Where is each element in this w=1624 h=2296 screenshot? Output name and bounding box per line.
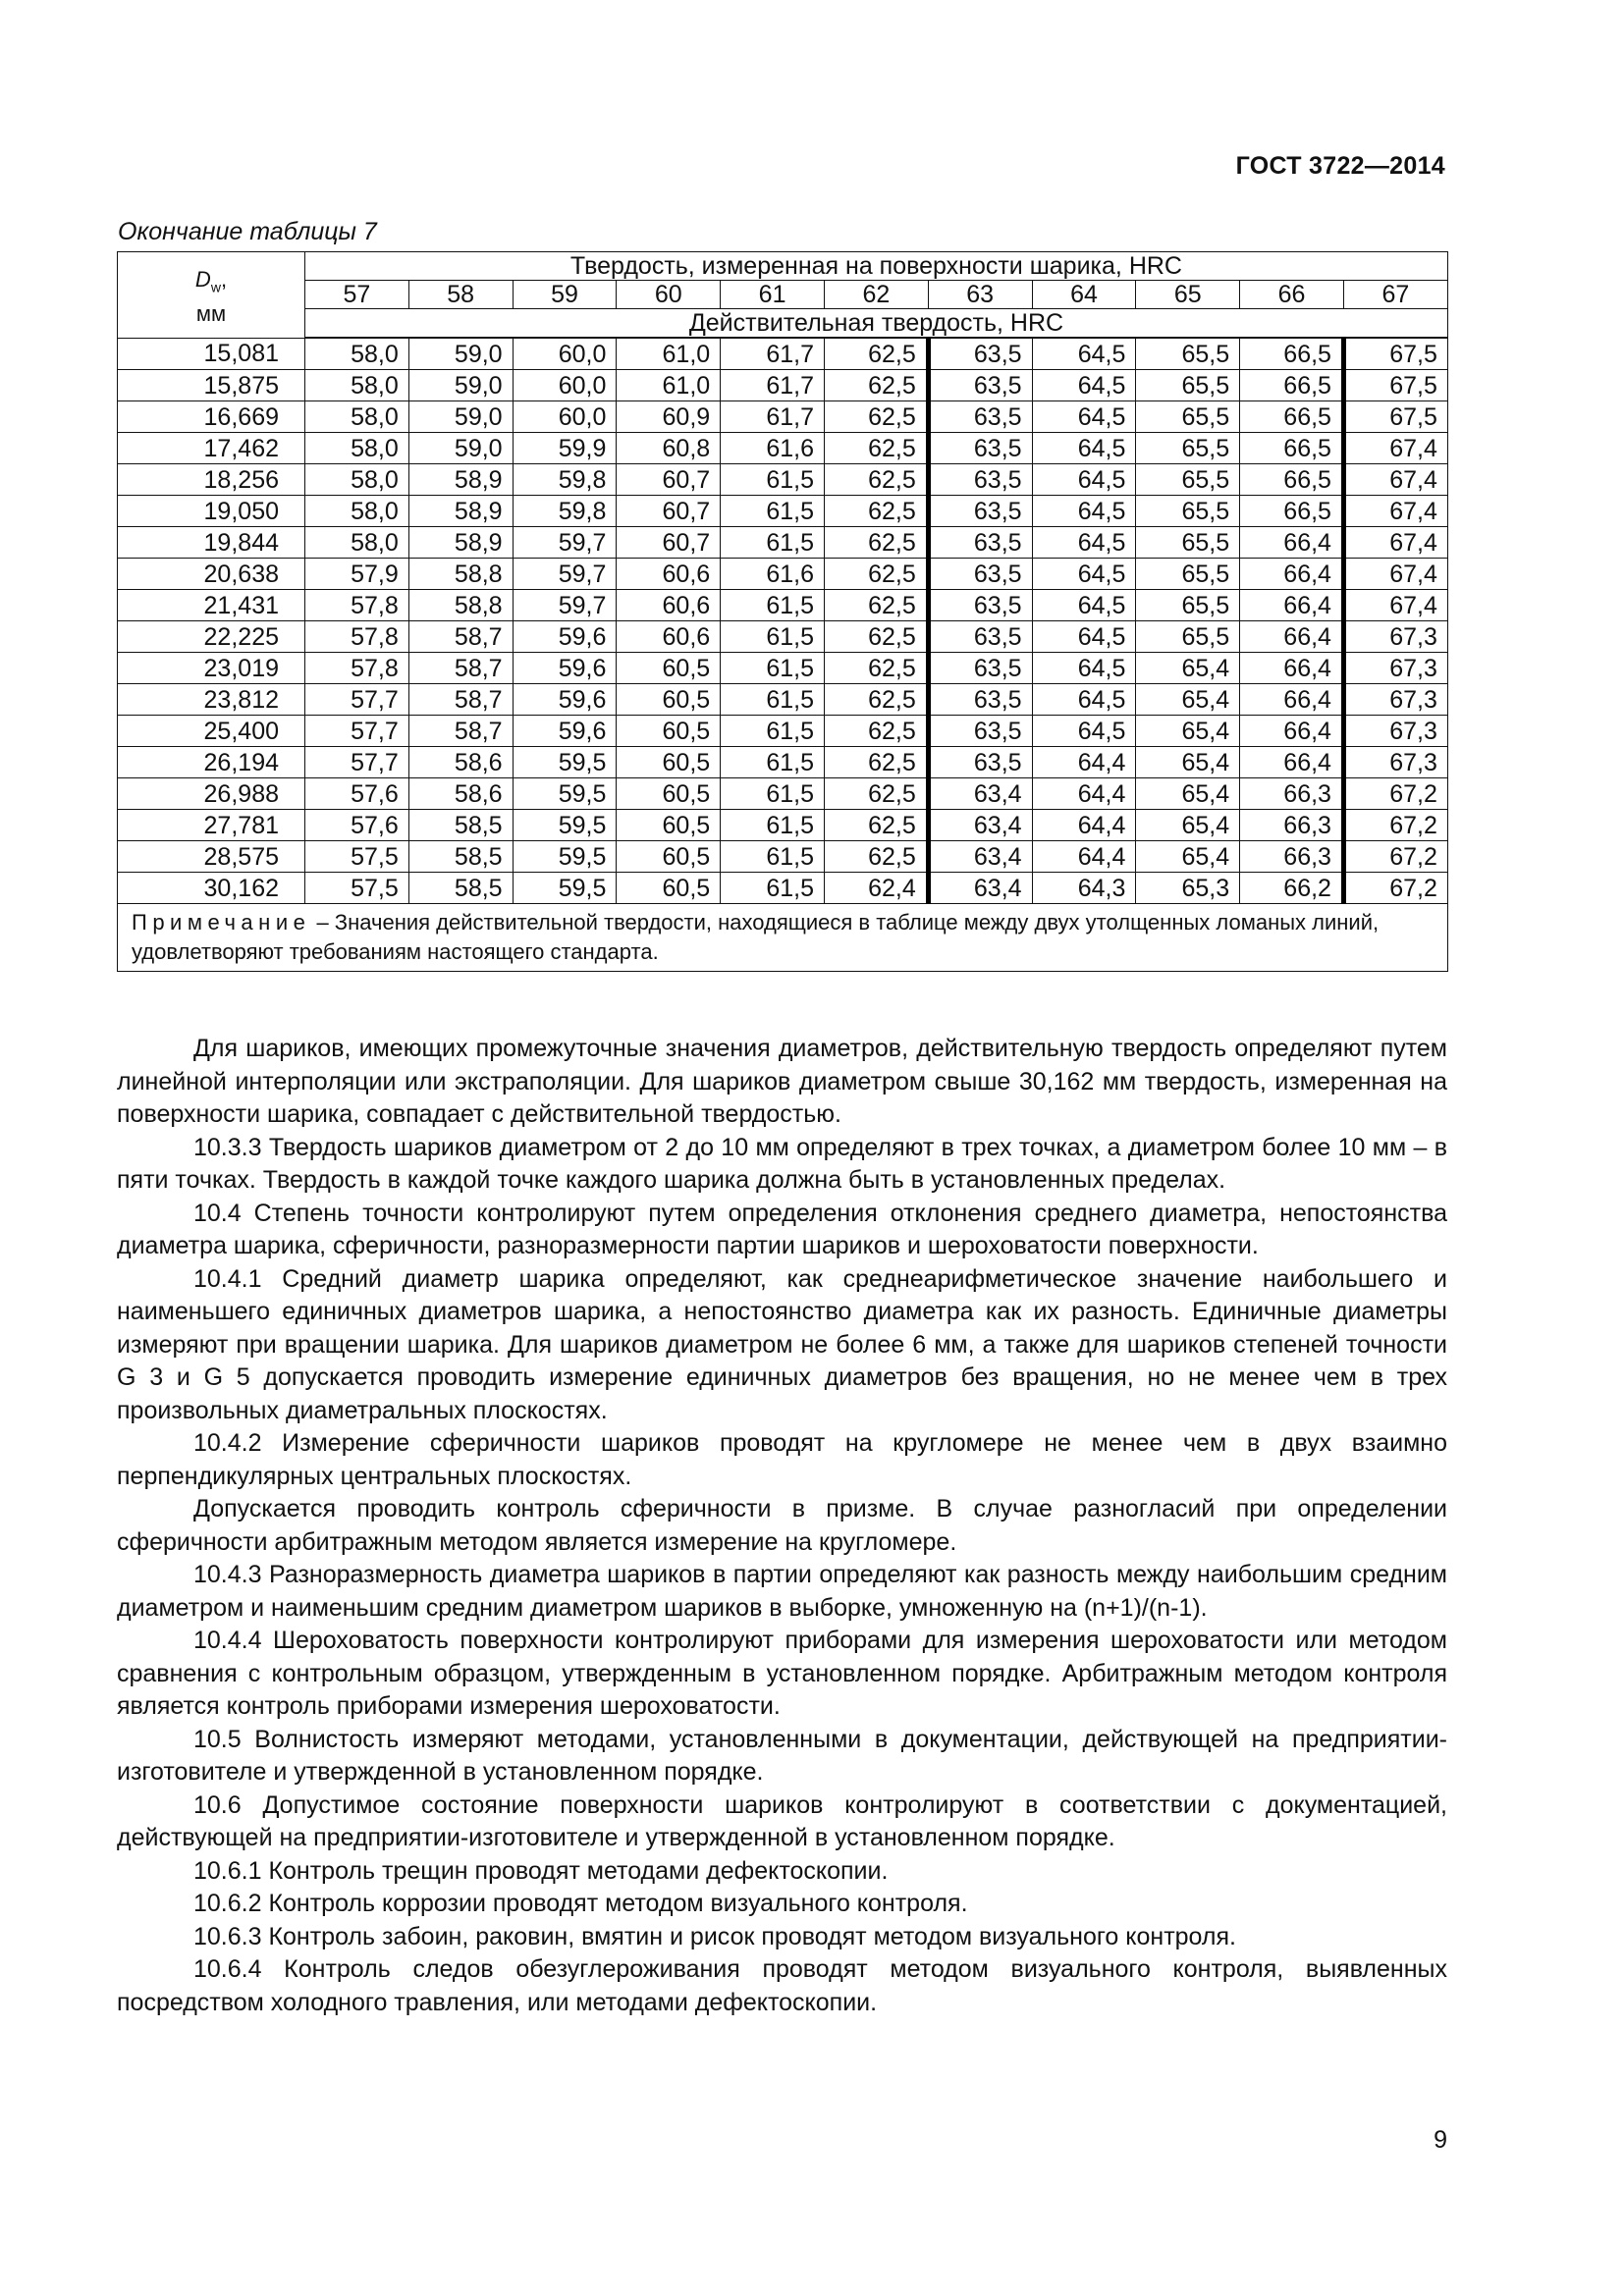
hardness-cell: 66,4	[1240, 684, 1344, 716]
dw-header-cell	[118, 252, 305, 339]
actual-hardness-header: Действительная твердость, HRC	[305, 309, 1448, 339]
paragraph: 10.6.2 Контроль коррозии проводят методом визуального контроля.	[193, 1890, 968, 1917]
hardness-cell: 62,5	[824, 621, 928, 653]
hardness-cell: 62,5	[824, 778, 928, 810]
column-header: 64	[1032, 281, 1136, 309]
hardness-cell: 63,5	[928, 464, 1032, 496]
hardness-cell: 66,5	[1240, 401, 1344, 433]
hardness-cell: 61,5	[721, 716, 825, 747]
hardness-cell: 64,5	[1032, 684, 1136, 716]
hardness-cell: 65,5	[1136, 401, 1240, 433]
hardness-cell: 65,5	[1136, 527, 1240, 559]
hardness-cell: 64,5	[1032, 496, 1136, 527]
column-header: 66	[1240, 281, 1344, 309]
diameter-cell: 19,050	[118, 496, 305, 527]
hardness-cell: 65,4	[1136, 778, 1240, 810]
hardness-cell: 59,8	[513, 496, 617, 527]
hardness-cell: 62,5	[824, 401, 928, 433]
table-row	[118, 433, 1448, 464]
hardness-cell: 58,5	[408, 810, 513, 841]
hardness-cell: 61,5	[721, 873, 825, 904]
hardness-cell: 64,4	[1032, 778, 1136, 810]
table-row	[118, 621, 1448, 653]
table-row	[118, 778, 1448, 810]
diameter-cell: 16,669	[118, 401, 305, 433]
hardness-cell: 60,0	[513, 338, 617, 370]
hardness-cell: 63,5	[928, 716, 1032, 747]
hardness-cell: 61,5	[721, 590, 825, 621]
hardness-cell: 64,5	[1032, 433, 1136, 464]
column-header: 63	[928, 281, 1032, 309]
hardness-cell: 60,5	[617, 778, 721, 810]
hardness-cell: 61,5	[721, 747, 825, 778]
hardness-cell: 64,5	[1032, 464, 1136, 496]
hardness-cell: 67,5	[1343, 401, 1447, 433]
column-header: 58	[408, 281, 513, 309]
hardness-cell: 58,8	[408, 590, 513, 621]
diameter-cell: 21,431	[118, 590, 305, 621]
hardness-cell: 59,0	[408, 338, 513, 370]
hardness-cell: 58,9	[408, 527, 513, 559]
hardness-cell: 58,0	[305, 527, 409, 559]
paragraph: 10.6 Допустимое состояние поверхности шариков контролируют в соответствии с документацией, действующей на предприятии-изготовителе и утвержденной в установленном порядке.	[117, 1790, 1447, 1851]
hardness-cell: 61,5	[721, 464, 825, 496]
hardness-cell: 63,5	[928, 747, 1032, 778]
paragraph: Для шариков, имеющих промежуточные значения диаметров, действительную твердость определяют путем линейной интерполяции или экстраполяции. Для шариков диаметром свыше 30,162 мм твердость, измеренная на поверхности шарика, совпадает с действительной твердостью.	[117, 1035, 1447, 1128]
hardness-cell: 61,5	[721, 810, 825, 841]
hardness-cell: 60,6	[617, 590, 721, 621]
hardness-cell: 58,0	[305, 401, 409, 433]
hardness-cell: 60,5	[617, 873, 721, 904]
hardness-cell: 57,6	[305, 810, 409, 841]
diameter-cell: 15,875	[118, 370, 305, 401]
hardness-cell: 60,7	[617, 527, 721, 559]
hardness-cell: 62,4	[824, 873, 928, 904]
hardness-cell: 65,4	[1136, 653, 1240, 684]
hardness-cell: 67,2	[1343, 810, 1447, 841]
hardness-cell: 59,6	[513, 716, 617, 747]
diameter-cell: 25,400	[118, 716, 305, 747]
hardness-cell: 58,0	[305, 464, 409, 496]
hardness-cell: 64,5	[1032, 716, 1136, 747]
hardness-cell: 62,5	[824, 527, 928, 559]
hardness-cell: 65,4	[1136, 716, 1240, 747]
table-row	[118, 370, 1448, 401]
hardness-cell: 64,3	[1032, 873, 1136, 904]
hardness-cell: 60,7	[617, 496, 721, 527]
paragraph: 10.3.3 Твердость шариков диаметром от 2 до 10 мм определяют в трех точках, а диаметром более 10 мм – в пяти точках. Твердость в каждой точке каждого шарика должна быть в установленных пределах.	[117, 1133, 1447, 1194]
hardness-cell: 62,5	[824, 716, 928, 747]
paragraph: 10.4.1 Средний диаметр шарика определяют, как среднеарифметическое значение наибольшего и наименьшего единичных диаметров шарика, а непостоянство диаметра как их разность. Единичные диаметры измеряют при вращении шарика. Для шариков диаметром не более 6 мм, а также для шариков степеней точности G 3 и G 5 допускается проводить измерение единичных диаметров без вращения, но не менее чем в трех произвольных диаметральных плоскостях.	[117, 1264, 1447, 1424]
column-header: 65	[1136, 281, 1240, 309]
hardness-cell: 58,9	[408, 496, 513, 527]
hardness-cell: 66,4	[1240, 590, 1344, 621]
hardness-cell: 59,8	[513, 464, 617, 496]
hardness-cell: 58,7	[408, 621, 513, 653]
hardness-cell: 64,4	[1032, 747, 1136, 778]
hardness-cell: 58,0	[305, 496, 409, 527]
hardness-cell: 58,7	[408, 653, 513, 684]
hardness-cell: 64,4	[1032, 810, 1136, 841]
hardness-cell: 67,3	[1343, 621, 1447, 653]
hardness-cell: 59,7	[513, 559, 617, 590]
hardness-cell: 66,4	[1240, 653, 1344, 684]
hardness-cell: 59,0	[408, 370, 513, 401]
table-row	[118, 496, 1448, 527]
hardness-cell: 62,5	[824, 684, 928, 716]
table-row	[118, 338, 1448, 370]
hardness-cell: 62,5	[824, 433, 928, 464]
hardness-cell: 65,4	[1136, 684, 1240, 716]
hardness-cell: 65,3	[1136, 873, 1240, 904]
hardness-cell: 60,5	[617, 684, 721, 716]
hardness-cell: 66,4	[1240, 559, 1344, 590]
hardness-cell: 62,5	[824, 653, 928, 684]
hardness-cell: 61,6	[721, 559, 825, 590]
hardness-cell: 57,7	[305, 716, 409, 747]
hardness-cell: 64,5	[1032, 527, 1136, 559]
hardness-cell: 63,5	[928, 433, 1032, 464]
hardness-cell: 60,7	[617, 464, 721, 496]
column-header: 62	[824, 281, 928, 309]
table-note-row	[118, 904, 1448, 972]
diameter-cell: 26,988	[118, 778, 305, 810]
hardness-cell: 62,5	[824, 841, 928, 873]
hardness-cell: 65,5	[1136, 621, 1240, 653]
hardness-cell: 67,5	[1343, 370, 1447, 401]
table-row	[118, 653, 1448, 684]
hardness-cell: 57,8	[305, 621, 409, 653]
table-header-row	[118, 252, 1448, 281]
hardness-cell: 61,7	[721, 401, 825, 433]
hardness-cell: 60,9	[617, 401, 721, 433]
hardness-cell: 66,4	[1240, 747, 1344, 778]
hardness-cell: 63,4	[928, 873, 1032, 904]
diameter-cell: 17,462	[118, 433, 305, 464]
hardness-cell: 61,5	[721, 527, 825, 559]
table-row	[118, 873, 1448, 904]
hardness-cell: 64,5	[1032, 653, 1136, 684]
hardness-cell: 62,5	[824, 747, 928, 778]
hardness-cell: 60,5	[617, 653, 721, 684]
hardness-cell: 60,5	[617, 716, 721, 747]
hardness-cell: 61,5	[721, 841, 825, 873]
hardness-cell: 58,0	[305, 433, 409, 464]
diameter-cell: 23,812	[118, 684, 305, 716]
hardness-cell: 59,5	[513, 841, 617, 873]
hardness-cell: 58,6	[408, 747, 513, 778]
hardness-cell: 63,5	[928, 653, 1032, 684]
diameter-cell: 15,081	[118, 338, 305, 370]
hardness-cell: 60,5	[617, 810, 721, 841]
hardness-cell: 62,5	[824, 590, 928, 621]
hardness-cell: 60,5	[617, 841, 721, 873]
hardness-cell: 63,5	[928, 590, 1032, 621]
hardness-cell: 66,4	[1240, 527, 1344, 559]
hardness-cell: 62,5	[824, 559, 928, 590]
hardness-cell: 63,5	[928, 370, 1032, 401]
hardness-cell: 61,5	[721, 496, 825, 527]
hardness-cell: 59,7	[513, 527, 617, 559]
table-row	[118, 590, 1448, 621]
hardness-cell: 64,5	[1032, 559, 1136, 590]
hardness-cell: 66,5	[1240, 370, 1344, 401]
hardness-cell: 57,5	[305, 873, 409, 904]
paragraph: 10.4 Степень точности контролируют путем определения отклонения среднего диаметра, непостоянства диаметра шарика, сферичности, разноразмерности партии шариков и шероховатости поверхности.	[117, 1199, 1447, 1259]
hardness-cell: 59,0	[408, 401, 513, 433]
hardness-cell: 65,4	[1136, 810, 1240, 841]
hardness-cell: 67,2	[1343, 778, 1447, 810]
hardness-cell: 63,5	[928, 401, 1032, 433]
hardness-cell: 66,3	[1240, 841, 1344, 873]
hardness-cell: 61,0	[617, 370, 721, 401]
column-header: 59	[513, 281, 617, 309]
table-row	[118, 841, 1448, 873]
hardness-cell: 67,3	[1343, 716, 1447, 747]
hardness-cell: 61,7	[721, 338, 825, 370]
paragraph: 10.6.4 Контроль следов обезуглероживания проводят методом визуального контроля, выявленных посредством холодного травления, или методами дефектоскопии.	[117, 1955, 1447, 2016]
hardness-cell: 59,5	[513, 747, 617, 778]
diameter-cell: 27,781	[118, 810, 305, 841]
hardness-cell: 62,5	[824, 464, 928, 496]
paragraph: 10.4.2 Измерение сферичности шариков проводят на кругломере не менее чем в двух взаимно перпендикулярных центральных плоскостях.	[117, 1429, 1447, 1490]
hardness-cell: 64,4	[1032, 841, 1136, 873]
hardness-cell: 60,5	[617, 747, 721, 778]
table-row	[118, 464, 1448, 496]
hardness-cell: 67,3	[1343, 684, 1447, 716]
note-label: Примечание	[132, 910, 311, 934]
diameter-cell: 23,019	[118, 653, 305, 684]
hardness-cell: 57,8	[305, 653, 409, 684]
hardness-cell: 63,5	[928, 527, 1032, 559]
hardness-cell: 66,2	[1240, 873, 1344, 904]
diameter-cell: 18,256	[118, 464, 305, 496]
hardness-cell: 63,4	[928, 810, 1032, 841]
paragraph: 10.4.4 Шероховатость поверхности контролируют приборами для измерения шероховатости или методом сравнения с контрольным образцом, утвержденным в установленном порядке. Арбитражным методом контроля является контроль приборами измерения шероховатости.	[117, 1627, 1447, 1720]
dw-symbol: D	[194, 266, 211, 292]
hardness-cell: 67,4	[1343, 527, 1447, 559]
hardness-cell: 57,7	[305, 684, 409, 716]
hardness-cell: 62,5	[824, 338, 928, 370]
hardness-cell: 63,5	[928, 621, 1032, 653]
hardness-cell: 57,6	[305, 778, 409, 810]
hardness-cell: 59,9	[513, 433, 617, 464]
hardness-cell: 66,5	[1240, 433, 1344, 464]
hardness-cell: 67,4	[1343, 464, 1447, 496]
hardness-cell: 66,3	[1240, 778, 1344, 810]
hardness-cell: 67,3	[1343, 653, 1447, 684]
hardness-cell: 57,5	[305, 841, 409, 873]
page-number: 9	[1434, 2126, 1447, 2154]
hardness-cell: 57,8	[305, 590, 409, 621]
hardness-cell: 62,5	[824, 370, 928, 401]
hardness-cell: 61,5	[721, 684, 825, 716]
table-row	[118, 810, 1448, 841]
table-row	[118, 716, 1448, 747]
dw-subscript: w	[210, 278, 221, 294]
column-header: 67	[1343, 281, 1447, 309]
hardness-cell: 59,5	[513, 810, 617, 841]
hardness-cell: 63,5	[928, 559, 1032, 590]
hardness-cell: 60,8	[617, 433, 721, 464]
column-header: 57	[305, 281, 409, 309]
hardness-cell: 64,5	[1032, 338, 1136, 370]
diameter-cell: 30,162	[118, 873, 305, 904]
hardness-cell: 67,4	[1343, 559, 1447, 590]
hardness-cell: 63,5	[928, 496, 1032, 527]
table-note	[118, 904, 1448, 972]
document-standard-number: ГОСТ 3722—2014	[1235, 152, 1445, 180]
hardness-cell: 61,6	[721, 433, 825, 464]
hardness-cell: 60,6	[617, 559, 721, 590]
hardness-cell: 65,4	[1136, 747, 1240, 778]
table-row	[118, 527, 1448, 559]
paragraph: 10.4.3 Разноразмерность диаметра шариков в партии определяют как разность между наибольшим средним диаметром и наименьшим средним диаметром шариков в выборке, умноженную на (n+1)/(n-1).	[117, 1561, 1447, 1622]
hardness-cell: 58,7	[408, 716, 513, 747]
hardness-cell: 67,4	[1343, 496, 1447, 527]
hardness-cell: 62,5	[824, 496, 928, 527]
hardness-cell: 63,5	[928, 684, 1032, 716]
hardness-cell: 64,5	[1032, 401, 1136, 433]
diameter-cell: 26,194	[118, 747, 305, 778]
column-header: 61	[721, 281, 825, 309]
hardness-cell: 61,5	[721, 621, 825, 653]
hardness-cell: 59,5	[513, 873, 617, 904]
hardness-cell: 63,5	[928, 338, 1032, 370]
hardness-cell: 64,5	[1032, 590, 1136, 621]
hardness-cell: 67,3	[1343, 747, 1447, 778]
paragraph: 10.5 Волнистость измеряют методами, установленными в документации, действующей на предприятии-изготовителе и утвержденной в установленном порядке.	[117, 1725, 1447, 1786]
hardness-cell: 65,5	[1136, 370, 1240, 401]
table-row	[118, 684, 1448, 716]
hardness-cell: 65,4	[1136, 841, 1240, 873]
diameter-cell: 20,638	[118, 559, 305, 590]
hardness-cell: 64,5	[1032, 370, 1136, 401]
paragraph: Допускается проводить контроль сферичности в призме. В случае разногласий при определении сферичности арбитражным методом является измерение на кругломере.	[117, 1495, 1447, 1556]
hardness-cell: 66,5	[1240, 464, 1344, 496]
body-text	[117, 1033, 1447, 2019]
measured-hardness-header: Твердость, измеренная на поверхности шарика, HRC	[305, 252, 1448, 281]
hardness-cell: 64,5	[1032, 621, 1136, 653]
diameter-cell: 19,844	[118, 527, 305, 559]
hardness-cell: 63,4	[928, 841, 1032, 873]
hardness-cell: 66,4	[1240, 716, 1344, 747]
hardness-cell: 65,5	[1136, 496, 1240, 527]
hardness-cell: 58,9	[408, 464, 513, 496]
hardness-cell: 61,7	[721, 370, 825, 401]
column-header: 60	[617, 281, 721, 309]
hardness-cell: 67,4	[1343, 433, 1447, 464]
hardness-cell: 59,7	[513, 590, 617, 621]
hardness-cell: 61,5	[721, 778, 825, 810]
hardness-cell: 67,2	[1343, 873, 1447, 904]
hardness-cell: 58,7	[408, 684, 513, 716]
hardness-cell: 67,2	[1343, 841, 1447, 873]
hardness-cell: 60,0	[513, 401, 617, 433]
hardness-cell: 65,5	[1136, 559, 1240, 590]
table-row	[118, 559, 1448, 590]
table-column-row	[118, 281, 1448, 309]
hardness-table	[117, 251, 1448, 972]
table-caption: Окончание таблицы 7	[118, 218, 377, 245]
diameter-cell: 22,225	[118, 621, 305, 653]
hardness-cell: 65,5	[1136, 464, 1240, 496]
hardness-cell: 66,3	[1240, 810, 1344, 841]
hardness-cell: 57,9	[305, 559, 409, 590]
hardness-cell: 66,5	[1240, 496, 1344, 527]
paragraph: 10.6.3 Контроль забоин, раковин, вмятин и рисок проводят методом визуального контроля.	[193, 1922, 1236, 1950]
hardness-cell: 58,8	[408, 559, 513, 590]
hardness-cell: 58,0	[305, 370, 409, 401]
hardness-cell: 65,5	[1136, 338, 1240, 370]
dw-comma: ,	[220, 266, 228, 292]
hardness-cell: 59,6	[513, 621, 617, 653]
hardness-cell: 61,0	[617, 338, 721, 370]
table-row	[118, 401, 1448, 433]
hardness-cell: 59,0	[408, 433, 513, 464]
hardness-cell: 59,5	[513, 778, 617, 810]
diameter-cell: 28,575	[118, 841, 305, 873]
hardness-cell: 65,5	[1136, 590, 1240, 621]
hardness-cell: 63,4	[928, 778, 1032, 810]
hardness-cell: 66,4	[1240, 621, 1344, 653]
hardness-cell: 60,6	[617, 621, 721, 653]
hardness-cell: 60,0	[513, 370, 617, 401]
hardness-cell: 67,5	[1343, 338, 1447, 370]
hardness-cell: 67,4	[1343, 590, 1447, 621]
table-header-row-actual	[118, 309, 1448, 339]
hardness-cell: 62,5	[824, 810, 928, 841]
hardness-cell: 57,7	[305, 747, 409, 778]
note-text: – Значения действительной твердости, находящиеся в таблице между двух утолщенных ломаных линий, удовлетворяют требованиям настоящего стандарта.	[132, 910, 1380, 964]
hardness-cell: 65,5	[1136, 433, 1240, 464]
paragraph: 10.6.1 Контроль трещин проводят методами дефектоскопии.	[193, 1856, 889, 1885]
hardness-cell: 66,5	[1240, 338, 1344, 370]
hardness-cell: 58,5	[408, 873, 513, 904]
hardness-cell: 59,6	[513, 653, 617, 684]
hardness-cell: 58,6	[408, 778, 513, 810]
hardness-cell: 61,5	[721, 653, 825, 684]
dw-unit: мм	[195, 300, 227, 326]
hardness-cell: 58,0	[305, 338, 409, 370]
hardness-cell: 58,5	[408, 841, 513, 873]
table-row	[118, 747, 1448, 778]
hardness-cell: 59,6	[513, 684, 617, 716]
